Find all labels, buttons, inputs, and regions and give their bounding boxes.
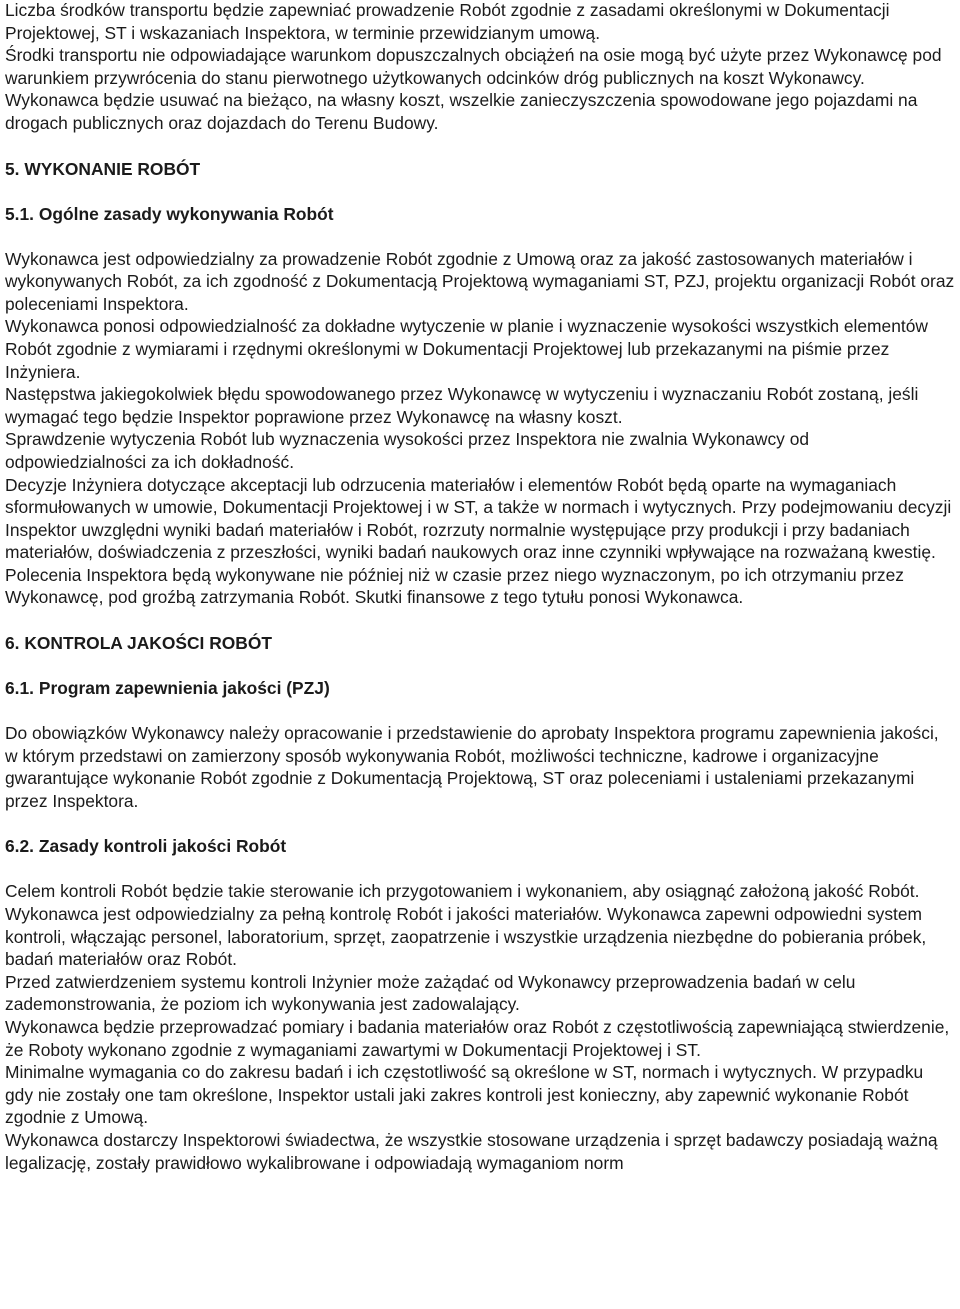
paragraph: Celem kontroli Robót będzie takie sterowanie ich przygotowaniem i wykonaniem, aby osiągnąć założoną jakość Robót. bbox=[5, 881, 920, 902]
paragraph: Przed zatwierdzeniem systemu kontroli Inżynier może zażądać od Wykonawcy przeprowadzenia badań w celu zademonstrowania, że poziom ich wykonywania jest zadowalający. bbox=[5, 971, 856, 1015]
paragraph: Następstwa jakiegokolwiek błędu spowodowanego przez Wykonawcę w wytyczeniu i wyznaczaniu Robót zostaną, jeśli wymagać tego będzie Inspektor poprawione przez Wykonawcę na własny koszt. bbox=[5, 384, 919, 427]
section-6 bbox=[5, 632, 955, 812]
section-5 bbox=[5, 158, 955, 610]
paragraph: Wykonawca dostarczy Inspektorowi świadectwa, że wszystkie stosowane urządzenia i sprzęt badawczy posiadają ważną legalizację, zostały prawidłowo wykalibrowane i odpowiadają wymaganiom norm bbox=[5, 1129, 938, 1173]
paragraph: Środki transportu nie odpowiadające warunkom dopuszczalnych obciążeń na osie mogą być użyte przez Wykonawcę pod warunkiem przywrócenia do stanu pierwotnego użytkowanych odcinków dróg publicznych na koszt Wykonawcy. bbox=[5, 45, 942, 88]
paragraph: Wykonawca jest odpowiedzialny za prowadzenie Robót zgodnie z Umową oraz za jakość zastosowanych materiałów i wykonywanych Robót, za ich zgodność z Dokumentacją Projektową wymaganiami ST, PZJ, projektu organizacji Robót oraz poleceniami Inspektora. bbox=[5, 248, 955, 314]
section-6-2 bbox=[5, 835, 955, 1174]
section-transport bbox=[5, 0, 955, 135]
paragraph: Sprawdzenie wytyczenia Robót lub wyznaczenia wysokości przez Inspektora nie zwalnia Wykonawcy od odpowiedzialności za ich dokładność. bbox=[5, 429, 810, 472]
paragraph: Decyzje Inżyniera dotyczące akceptacji lub odrzucenia materiałów i elementów Robót będą oparte na wymaganiach sformułowanych w umowie, Dokumentacji Projektowej i w ST, a także w normach i wytycznych. Przy podejmowaniu decyzji Inspektor uwzględni wyniki badań materiałów i Robót, rozrzuty normalnie występujące przy produkcji i przy badaniach materiałów, doświadczenia z przeszłości, wyniki badań naukowych oraz inne czynniki wpływające na rozważaną kwestię. Polecenia Inspektora będą wykonywane nie później niż w czasie przez niego wyznaczonym, po ich otrzymaniu przez Wykonawcę, pod groźbą zatrzymania Robót. Skutki finansowe z tego tytułu ponosi Wykonawca. bbox=[5, 474, 952, 608]
paragraph: Minimalne wymagania co do zakresu badań i ich częstotliwość są określone w ST, normach i wytycznych. W przypadku gdy nie zostały one tam określone, Inspektor ustali jaki zakres kontroli jest konieczny, aby zapewnić wykonanie Robót zgodnie z Umową. bbox=[5, 1062, 924, 1128]
subsection-heading: 6.1. Program zapewnienia jakości (PZJ) bbox=[5, 678, 330, 699]
paragraph: Wykonawca będzie usuwać na bieżąco, na własny koszt, wszelkie zanieczyszczenia spowodowane jego pojazdami na drogach publicznych oraz dojazdach do Terenu Budowy. bbox=[5, 90, 918, 133]
subsection-heading: 6.2. Zasady kontroli jakości Robót bbox=[5, 836, 287, 857]
paragraph: Wykonawca będzie przeprowadzać pomiary i badania materiałów oraz Robót z częstotliwością zapewniającą stwierdzenie, że Roboty wykonano zgodnie z wymaganiami zawartymi w Dokumentacji Projektowej i ST. bbox=[5, 1017, 950, 1060]
paragraph: Wykonawca jest odpowiedzialny za pełną kontrolę Robót i jakości materiałów. Wykonawca zapewni odpowiedni system kontroli, włączając personel, laboratorium, sprzęt, zaopatrzenie i wszystkie urządzenia niezbędne do pobierania próbek, badań materiałów oraz Robót. bbox=[5, 904, 927, 970]
section-heading: 5. WYKONANIE ROBÓT bbox=[5, 158, 201, 179]
paragraph: Liczba środków transportu będzie zapewniać prowadzenie Robót zgodnie z zasadami określonymi w Dokumentacji Projektowej, ST i wskazaniach Inspektora, w terminie przewidzianym umową. bbox=[5, 0, 890, 43]
document-page bbox=[5, 0, 955, 1174]
paragraph: Wykonawca ponosi odpowiedzialność za dokładne wytyczenie w planie i wyznaczenie wysokości wszystkich elementów Robót zgodnie z wymiarami i rzędnymi określonymi w Dokumentacji Projektowej lub przekazanymi na piśmie przez Inżyniera. bbox=[5, 316, 928, 382]
subsection-heading: 5.1. Ogólne zasady wykonywania Robót bbox=[5, 203, 334, 224]
paragraph: Do obowiązków Wykonawcy należy opracowanie i przedstawienie do aprobaty Inspektora programu zapewnienia jakości, w którym przedstawi on zamierzony sposób wykonywania Robót, możliwości techniczne, kadrowe i organizacyjne gwarantujące wykonanie Robót zgodnie z Dokumentacją Projektową, ST oraz poleceniami i ustaleniami przekazanymi przez Inspektora. bbox=[5, 723, 939, 811]
section-heading: 6. KONTROLA JAKOŚCI ROBÓT bbox=[5, 633, 272, 654]
